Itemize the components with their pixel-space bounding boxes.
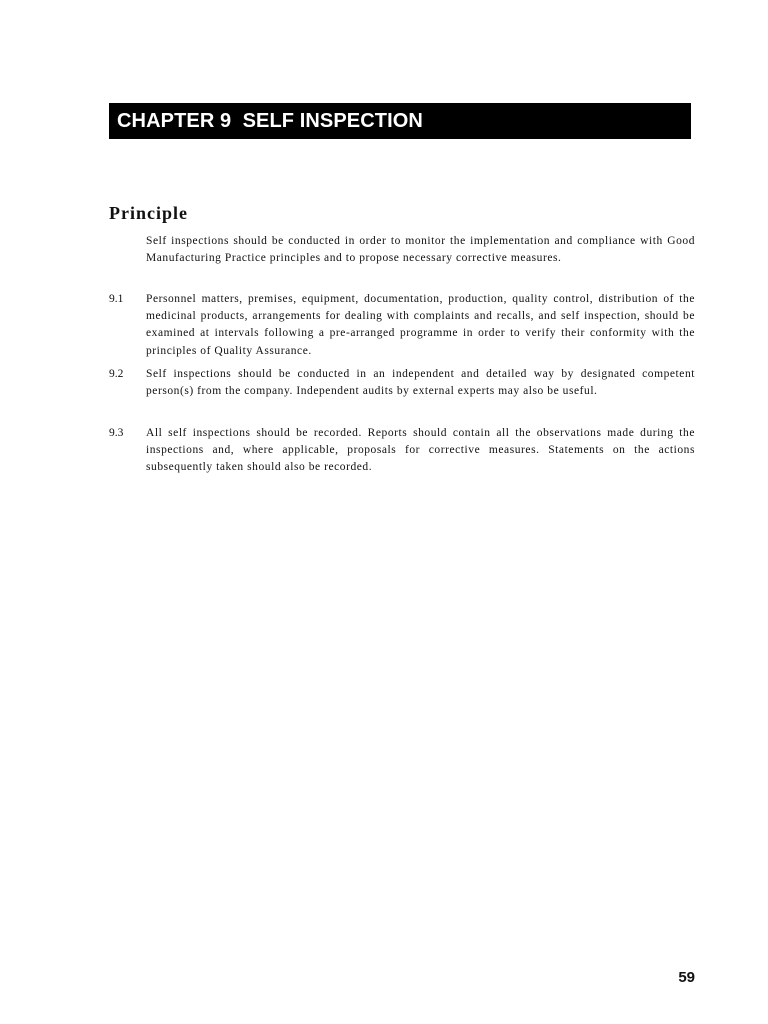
paragraph-number bbox=[109, 233, 146, 267]
paragraph-number: 9.2 bbox=[109, 368, 124, 380]
paragraph-text: Personnel matters, premises, equipment, documentation, production, quality control, distribution of the medicinal products, arrangements for dealing with complaints and recalls, and self inspection, should be examined at intervals following a pre-arranged programme in order to verify their conformity with the principles of Quality Assurance. bbox=[146, 293, 695, 357]
paragraph-number: 9.1 bbox=[109, 293, 124, 305]
chapter-title: CHAPTER 9 SELF INSPECTION bbox=[117, 109, 423, 132]
paragraph-9-1 bbox=[109, 291, 695, 360]
paragraph-text: Self inspections should be conducted in order to monitor the implementation and compliance with Good Manufacturing Practice principles and to propose necessary corrective measures. bbox=[146, 235, 695, 265]
paragraph-9-3 bbox=[109, 425, 695, 477]
chapter-banner bbox=[109, 103, 691, 139]
paragraph-text: All self inspections should be recorded. Reports should contain all the observations made during the inspections and, where applicable, proposals for corrective measures. Statements on the actions subsequently taken should also be recorded. bbox=[146, 427, 695, 474]
section-heading: Principle bbox=[109, 203, 188, 223]
paragraph-text: Self inspections should be conducted in an independent and detailed way by designated competent person(s) from the company. Independent audits by external experts may also be useful. bbox=[146, 368, 695, 398]
paragraph-number: 9.3 bbox=[109, 427, 124, 439]
principle-paragraph bbox=[109, 233, 695, 267]
page-number: 59 bbox=[678, 969, 695, 986]
paragraph-9-2 bbox=[109, 366, 695, 400]
